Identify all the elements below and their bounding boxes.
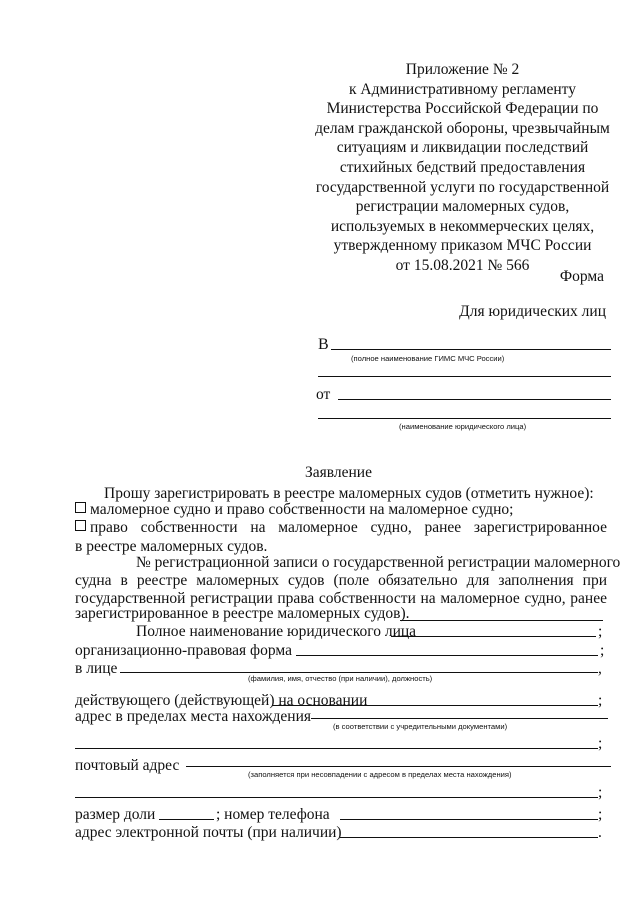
punctuation: ; — [598, 623, 603, 640]
represented-by-field[interactable] — [120, 672, 598, 673]
to-field[interactable] — [331, 349, 611, 350]
option2-checkbox[interactable] — [75, 520, 86, 531]
full-name-label: Полное наименование юридического лица — [136, 623, 417, 640]
punctuation: , — [598, 660, 602, 677]
appendix-header — [300, 60, 625, 276]
registry-note-line: судна в реестре маломерных судов (поле обязательно для заполнения при — [75, 572, 607, 589]
header-line: Приложение № 2 — [405, 61, 520, 78]
share-label: размер доли — [75, 806, 156, 823]
header-line: государственной услуги по государственной — [315, 178, 610, 196]
acting-on-label: действующего (действующей) на основании — [75, 692, 368, 709]
postal-address-field[interactable] — [186, 766, 611, 767]
represented-by-label: в лице — [75, 660, 118, 677]
request-intro: Прошу зарегистрировать в реестре маломерных судов (отметить нужное): — [104, 485, 594, 502]
address-field[interactable] — [311, 718, 608, 719]
acting-on-field[interactable] — [272, 705, 598, 706]
postal-address-hint: (заполняется при несовпадении с адресом в пределах места нахождения) — [248, 770, 512, 779]
postal-address-label: почтовый адрес — [75, 757, 180, 774]
address-hint: (в соответствии с учредительными документами) — [333, 722, 508, 731]
represented-by-hint: (фамилия, имя, отчество (при наличии), должность) — [248, 674, 433, 683]
option1-checkbox[interactable] — [75, 502, 86, 513]
postal-address-field-continued[interactable] — [75, 797, 598, 798]
from-hint: (наименование юридического лица) — [399, 422, 527, 431]
option-ownership-line — [75, 519, 607, 537]
punctuation: ; — [598, 692, 603, 709]
from-field-continued[interactable] — [318, 418, 611, 419]
share-field[interactable] — [159, 819, 214, 820]
option1-label: маломерное судно и право собственности на маломерное судно; — [90, 501, 514, 518]
header-line: утвержденному приказом МЧС России — [333, 237, 592, 255]
punctuation: ; — [598, 806, 603, 823]
punctuation: ; — [598, 735, 603, 752]
header-line: ситуациям и ликвидации последствий — [336, 139, 589, 157]
phone-field[interactable] — [340, 819, 598, 820]
punctuation: ; — [598, 784, 603, 801]
audience-label: Для юридических лиц — [459, 303, 606, 320]
full-name-field[interactable] — [391, 636, 596, 637]
from-prefix: от — [316, 386, 331, 403]
option2-label: право собственности на маломерное судно, ранее зарегистрированное — [90, 519, 607, 536]
registry-note-line: зарегистрированное в реестре маломерных судов). — [75, 605, 410, 622]
to-hint: (полное наименование ГИМС МЧС России) — [351, 354, 505, 363]
option2-label-continued: в реестре маломерных судов. — [75, 538, 268, 555]
header-line: от 15.08.2021 № 566 — [395, 256, 530, 274]
punctuation: ; — [600, 642, 605, 659]
header-line: стихийных бедствий предоставления — [339, 158, 586, 176]
punctuation: . — [598, 824, 602, 841]
document-title: Заявление — [305, 464, 372, 481]
header-line: используемых в некоммерческих целях, — [330, 217, 595, 235]
header-line: Министерства Российской Федерации по — [326, 100, 599, 118]
to-prefix: В — [318, 336, 329, 353]
registry-note-line: государственной регистрации права собственности на маломерное судно, ранее — [75, 590, 607, 607]
legal-form-label: организационно-правовая форма — [75, 642, 292, 659]
to-field-continued[interactable] — [318, 376, 611, 377]
header-line: к Административному регламенту — [349, 80, 576, 98]
address-field-continued[interactable] — [75, 748, 598, 749]
phone-label: ; номер телефона — [216, 806, 330, 823]
email-field[interactable] — [340, 837, 598, 838]
registry-note-line: № регистрационной записи о государственной регистрации маломерного — [136, 554, 621, 571]
from-field[interactable] — [338, 399, 611, 400]
registry-record-number-field[interactable] — [400, 620, 603, 621]
email-label: адрес электронной почты (при наличии) — [75, 824, 342, 841]
legal-form-field[interactable] — [296, 655, 598, 656]
form-label: Форма — [559, 268, 604, 285]
option-vessel-and-ownership — [75, 501, 513, 519]
header-line: делам гражданской обороны, чрезвычайным — [315, 119, 610, 137]
header-line: регистрации маломерных судов, — [355, 198, 570, 216]
address-label: адрес в пределах места нахождения — [75, 708, 312, 725]
